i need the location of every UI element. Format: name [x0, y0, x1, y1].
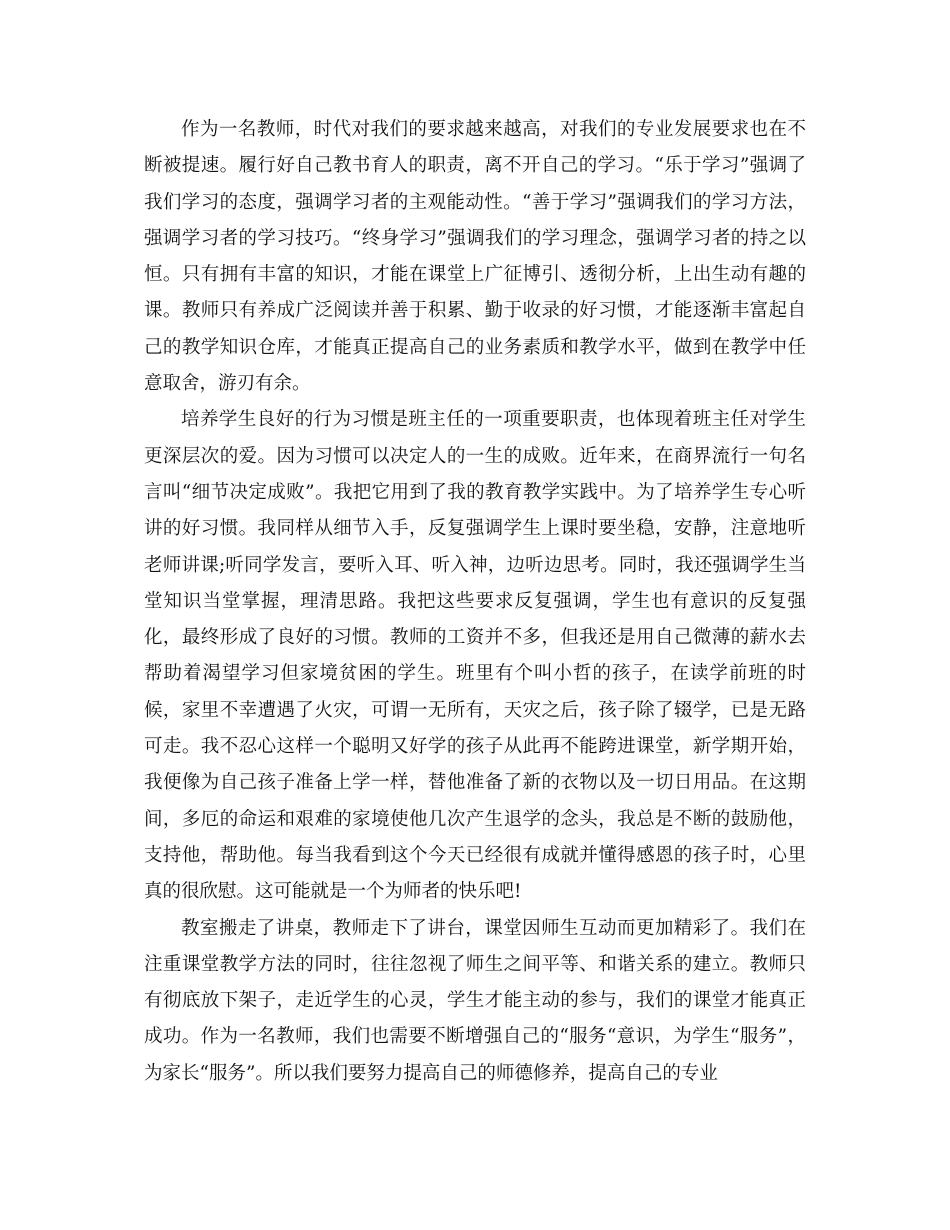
paragraph-1: 作为一名教师，时代对我们的要求越来越高，对我们的专业发展要求也在不断被提速。履行好自己教书育人的职责，离不开自己的学习。“乐于学习”强调了我们学习的态度，强调学习者的主观能动性。“善于学习”强调我们的学习方法，强调学习者的学习技巧。“终身学习”强调我们的学习理念，强调学习者的持之以恒。只有拥有丰富的知识，才能在课堂上广征博引、透彻分析，上出生动有趣的课。教师只有养成广泛阅读并善于积累、勤于收录的好习惯，才能逐渐丰富起自己的教学知识仓库，才能真正提高自己的业务素质和教学水平，做到在教学中任意取舍，游刃有余。: [144, 119, 806, 395]
paragraph-2: 培养学生良好的行为习惯是班主任的一项重要职责，也体现着班主任对学生更深层次的爱。因为习惯可以决定人的一生的成败。近年来，在商界流行一句名言叫“细节决定成败”。我把它用到了我的教育教学实践中。为了培养学生专心听讲的好习惯。我同样从细节入手，反复强调学生上课时要坐稳，安静，注意地听老师讲课;听同学发言，要听入耳、听入神，边听边思考。同时，我还强调学生当堂知识当堂掌握，理清思路。我把这些要求反复强调，学生也有意识的反复强化，最终形成了良好的习惯。教师的工资并不多，但我还是用自己微薄的薪水去帮助着渴望学习但家境贫困的学生。班里有个叫小哲的孩子，在读学前班的时候，家里不幸遭遇了火灾，可谓一无所有，天灾之后，孩子除了辍学，已是无路可走。我不忍心这样一个聪明又好学的孩子从此再不能跨进课堂，新学期开始，我便像为自己孩子准备上学一样，替他准备了新的衣物以及一切日用品。在这期间，多厄的命运和艰难的家境使他几次产生退学的念头，我总是不断的鼓励他，支持他，帮助他。每当我看到这个今天已经很有成就并懂得感恩的孩子时，心里真的很欣慰。这可能就是一个为师者的快乐吧!: [144, 409, 806, 903]
paragraph-3: 教室搬走了讲桌，教师走下了讲台，课堂因师生互动而更加精彩了。我们在注重课堂教学方法的同时，往往忽视了师生之间平等、和谐关系的建立。教师只有彻底放下架子，走近学生的心灵，学生才能主动的参与，我们的课堂才能真正成功。作为一名教师，我们也需要不断增强自己的“服务“意识，为学生“服务”，为家长“服务”。所以我们要努力提高自己的师德修养，提高自己的专业: [144, 917, 806, 1084]
document-body: [144, 112, 806, 1092]
